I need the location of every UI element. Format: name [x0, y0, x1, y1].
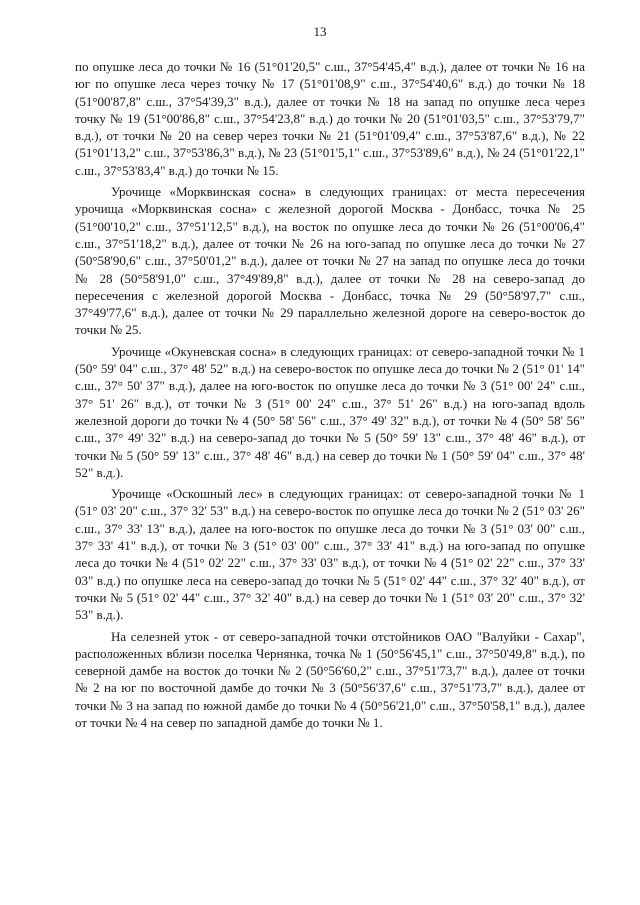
paragraph-drake-ducks: На селезней уток - от северо-западной точки отстойников ОАО "Валуйки - Сахар", расположенных вблизи поселка Чернянка, точка № 1 (50°56'45,1" с.ш., 37°50'49,8" в.д.), по северной дамбе на восток до точки № 2 (50°56'60,2" с.ш., 37°51'73,7" в.д.), далее от точки № 2 на юг по восточной дамбе до точки № 3 (50°56'37,6" с.ш., 37°51'73,7" в.д.), далее от точки № 3 на запад по южной дамбе до точки № 4 (50°56'21,0" с.ш., 37°50'58,1" в.д.), далее от точки № 4 на север по западной дамбе до точки № 1. [75, 628, 585, 730]
paragraph-continuation: по опушке леса до точки № 16 (51°01'20,5" с.ш., 37°54'45,4" в.д.), далее от точки № 16 на юг по опушке леса через точку № 17 (51°01'08,9" с.ш., 37°54'40,6" в.д.) до точки № 18 (51°00'87,8" с.ш., 37°54'39,3" в.д.), далее от точки № 18 на запад по опушке леса через точку № 19 (51°00'86,8" с.ш., 37°54'23,8" в.д.) до точки № 20 (51°01'03,5" с.ш., 37°53'79,7" в.д.), от точки № 20 на север через точки № 21 (51°01'09,4" с.ш., 37°53'87,6" в.д.), № 22 (51°01'13,2" с.ш., 37°53'86,3" в.д.), № 23 (51°01'5,1" с.ш., 37°53'89,6" в.д.), № 24 (51°01'22,1" с.ш., 37°53'83,4" в.д.) до точки № 15. [75, 59, 585, 178]
page-number: 13 [313, 24, 327, 39]
document-body [75, 58, 585, 735]
paragraph-okunevskaya-sosna: Урочище «Окуневская сосна» в следующих границах: от северо-западной точки № 1 (50° 59' 04" с.ш., 37° 48' 52" в.д.) на северо-восток по опушке леса до точки № 2 (51° 01' 14" с.ш., 37° 50' 37" в.д.), далее на юго-восток по опушке леса до точки № 3 (51° 00' 24" с.ш., 37° 51' 26" в.д.), от точки № 3 (51° 00' 24" с.ш., 37° 51' 26" в.д.) на юго-запад вдоль железной дороги до точки № 4 (50° 58' 56" с.ш., 37° 49' 32" в.д.), от точки № 4 (50° 58' 56" с.ш., 37° 49' 32" в.д.) на северо-запад до точки № 5 (50° 59' 13" с.ш., 37° 48' 46" в.д.), от точки № 5 (50° 59' 13" с.ш., 37° 48' 46" в.д.) на север до точки № 1 (50° 59' 04" с.ш., 37° 48' 52" в.д.). [75, 343, 585, 480]
paragraph-oskoshny-les: Урочище «Оскошный лес» в следующих границах: от северо-западной точки № 1 (51° 03' 20" с.ш., 37° 32' 53" в.д.) на северо-восток по опушке леса до точки № 2 (51° 03' 26" с.ш., 37° 33' 13" в.д.), далее на юго-восток по опушке леса до точки № 3 (51° 03' 00" с.ш., 37° 33' 41" в.д.), от точки № 3 (51° 03' 00" с.ш., 37° 33' 41" в.д.) на юго-запад по опушке леса до точки № 4 (51° 02' 22" с.ш., 37° 33' 03" в.д.), от точки № 4 (51° 02' 22" с.ш., 37° 33' 03" в.д.) по опушке леса на северо-запад до точки № 5 (51° 02' 44" с.ш., 37° 32' 40" в.д.), от точки № 5 (51° 02' 44" с.ш., 37° 32' 40" в.д.) на север до точки № 1 (51° 03' 20" с.ш., 37° 32' 53" в.д.). [75, 486, 585, 623]
paragraph-morkvinskaya-sosna: Урочище «Морквинская сосна» в следующих границах: от места пересечения урочища «Морквинская сосна» с железной дорогой Москва - Донбасс, точка № 25 (51°00'10,2" с.ш., 37°51'12,5" в.д.), на восток по опушке леса до точки № 26 (51°00'06,4" с.ш., 37°51'18,2" в.д.), далее от точки № 26 на юго-запад по опушке леса до точки № 27 (50°58'90,6" с.ш., 37°50'01,2" в.д.), далее от точки № 27 на запад по опушке леса до точки № 28 (50°58'91,0" с.ш., 37°49'89,8" в.д.), далее от точки № 28 на северо-запад до пересечения с железной дорогой Москва - Донбасс, точка № 29 (50°58'97,7" с.ш., 37°49'77,6" в.д.), далее от точки № 29 параллельно железной дороге на северо-восток до точки № 25. [75, 184, 585, 338]
